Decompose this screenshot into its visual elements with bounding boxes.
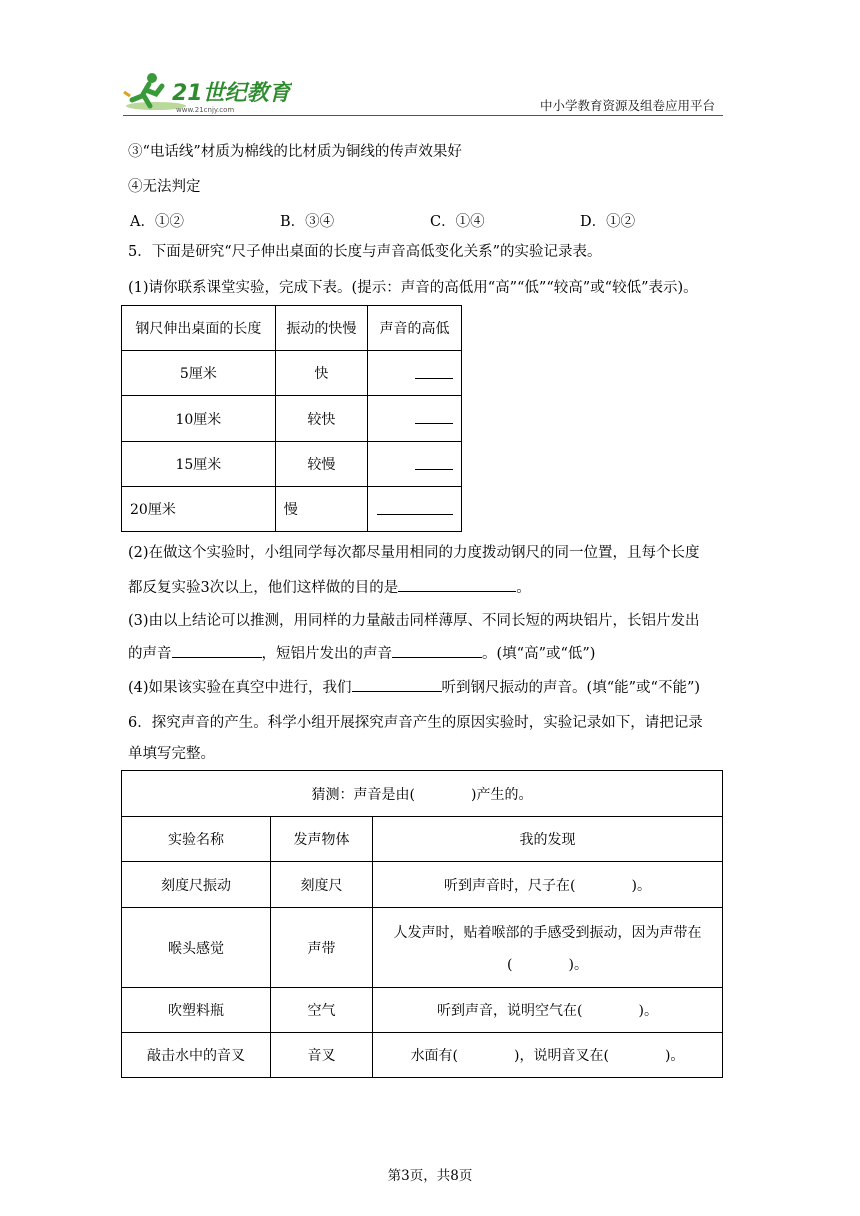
q5-part2-line2: 都反复实验3次以上，他们这样做的目的是 。 (128, 577, 531, 598)
q4-choice-d: D．①② (580, 214, 636, 230)
q6-table (121, 770, 723, 1078)
q5-part4: (4)如果该实验在真空中进行，我们 听到钢尺振动的声音。(填“能”或“不能”) (128, 677, 700, 698)
col-header-length: 钢尺伸出桌面的长度 (122, 306, 276, 351)
answer-blank[interactable] (172, 643, 262, 658)
cell-speed: 慢 (275, 487, 367, 532)
cell-object: 刻度尺 (271, 862, 373, 908)
svg-text:21世纪教育: 21世纪教育 (172, 81, 291, 106)
answer-blank[interactable] (352, 677, 442, 692)
cell-finding: 水面有( )，说明音叉在( )。 (373, 1033, 723, 1078)
q6-stem-line2: 单填写完整。 (128, 746, 215, 762)
q5-stem: 5．下面是研究“尺子伸出桌面的长度与声音高低变化关系”的实验记录表。 (128, 244, 602, 260)
q4-choice-a: A．①② (130, 214, 184, 230)
cell-name: 敲击水中的音叉 (122, 1033, 271, 1078)
table-row (122, 487, 462, 532)
cell-length: 15厘米 (122, 442, 276, 487)
cell-finding: 人发声时，贴着喉部的手感受到振动，因为声带在 ( )。 (373, 908, 723, 988)
answer-blank[interactable] (392, 643, 482, 658)
table-row (122, 351, 462, 396)
cell-name: 喉头感觉 (122, 908, 271, 988)
logo-runner-icon (122, 66, 292, 116)
cell-finding: 听到声音，说明空气在( )。 (373, 988, 723, 1033)
q5-table (121, 305, 462, 532)
cell-pitch-blank[interactable] (368, 396, 462, 442)
table-row (122, 396, 462, 442)
table-row (122, 442, 462, 487)
col-header-pitch: 声音的高低 (368, 306, 462, 351)
cell-length: 5厘米 (122, 351, 276, 396)
q4-option-4: ④无法判定 (128, 179, 201, 195)
page-number: 第3页，共8页 (387, 1168, 473, 1184)
col-header-finding: 我的发现 (373, 817, 723, 862)
q4-choice-c: C．①④ (430, 214, 485, 230)
q5-part2-line1: (2)在做这个实验时，小组同学每次都尽量用相同的力度拨动钢尺的同一位置，且每个长度 (128, 545, 700, 561)
q6-stem-line1: 6．探究声音的产生。科学小组开展探究声音产生的原因实验时，实验记录如下，请把记录 (128, 715, 703, 731)
cell-pitch-blank[interactable] (368, 487, 462, 532)
svg-text:www.21cnjy.com: www.21cnjy.com (176, 106, 235, 114)
cell-object: 声带 (271, 908, 373, 988)
cell-speed: 较快 (275, 396, 367, 442)
table-row (122, 988, 723, 1033)
table-header-row (122, 306, 462, 351)
cell-guess: 猜测：声音是由( )产生的。 (122, 771, 723, 817)
col-header-name: 实验名称 (122, 817, 271, 862)
table-header-row (122, 817, 723, 862)
cell-speed: 快 (275, 351, 367, 396)
q5-part3-line2: 的声音 ，短铝片发出的声音 。(填“高”或“低”) (128, 643, 595, 664)
platform-name: 中小学教育资源及组卷应用平台 (540, 98, 716, 113)
cell-pitch-blank[interactable] (368, 351, 462, 396)
q5-part3-line1: (3)由以上结论可以推测，用同样的力量敲击同样薄厚、不同长短的两块铝片，长铝片发出 (128, 613, 700, 629)
q4-option-3: ③“电话线”材质为棉线的比材质为铜线的传声效果好 (128, 144, 462, 160)
table-guess-row (122, 771, 723, 817)
cell-object: 音叉 (271, 1033, 373, 1078)
table-row (122, 908, 723, 988)
col-header-speed: 振动的快慢 (275, 306, 367, 351)
cell-speed: 较慢 (275, 442, 367, 487)
cell-name: 吹塑料瓶 (122, 988, 271, 1033)
cell-length: 10厘米 (122, 396, 276, 442)
cell-length: 20厘米 (122, 487, 276, 532)
cell-pitch-blank[interactable] (368, 442, 462, 487)
col-header-object: 发声物体 (271, 817, 373, 862)
cell-object: 空气 (271, 988, 373, 1033)
cell-finding: 听到声音时，尺子在( )。 (373, 862, 723, 908)
logo (122, 66, 292, 116)
cell-name: 刻度尺振动 (122, 862, 271, 908)
header-divider (123, 115, 723, 116)
q5-part1: (1)请你联系课堂实验，完成下表。(提示：声音的高低用“高”“低”“较高”或“较低”表示)。 (128, 280, 698, 296)
answer-blank[interactable] (398, 577, 516, 592)
table-row (122, 862, 723, 908)
q4-choice-b: B．③④ (280, 214, 335, 230)
table-row (122, 1033, 723, 1078)
